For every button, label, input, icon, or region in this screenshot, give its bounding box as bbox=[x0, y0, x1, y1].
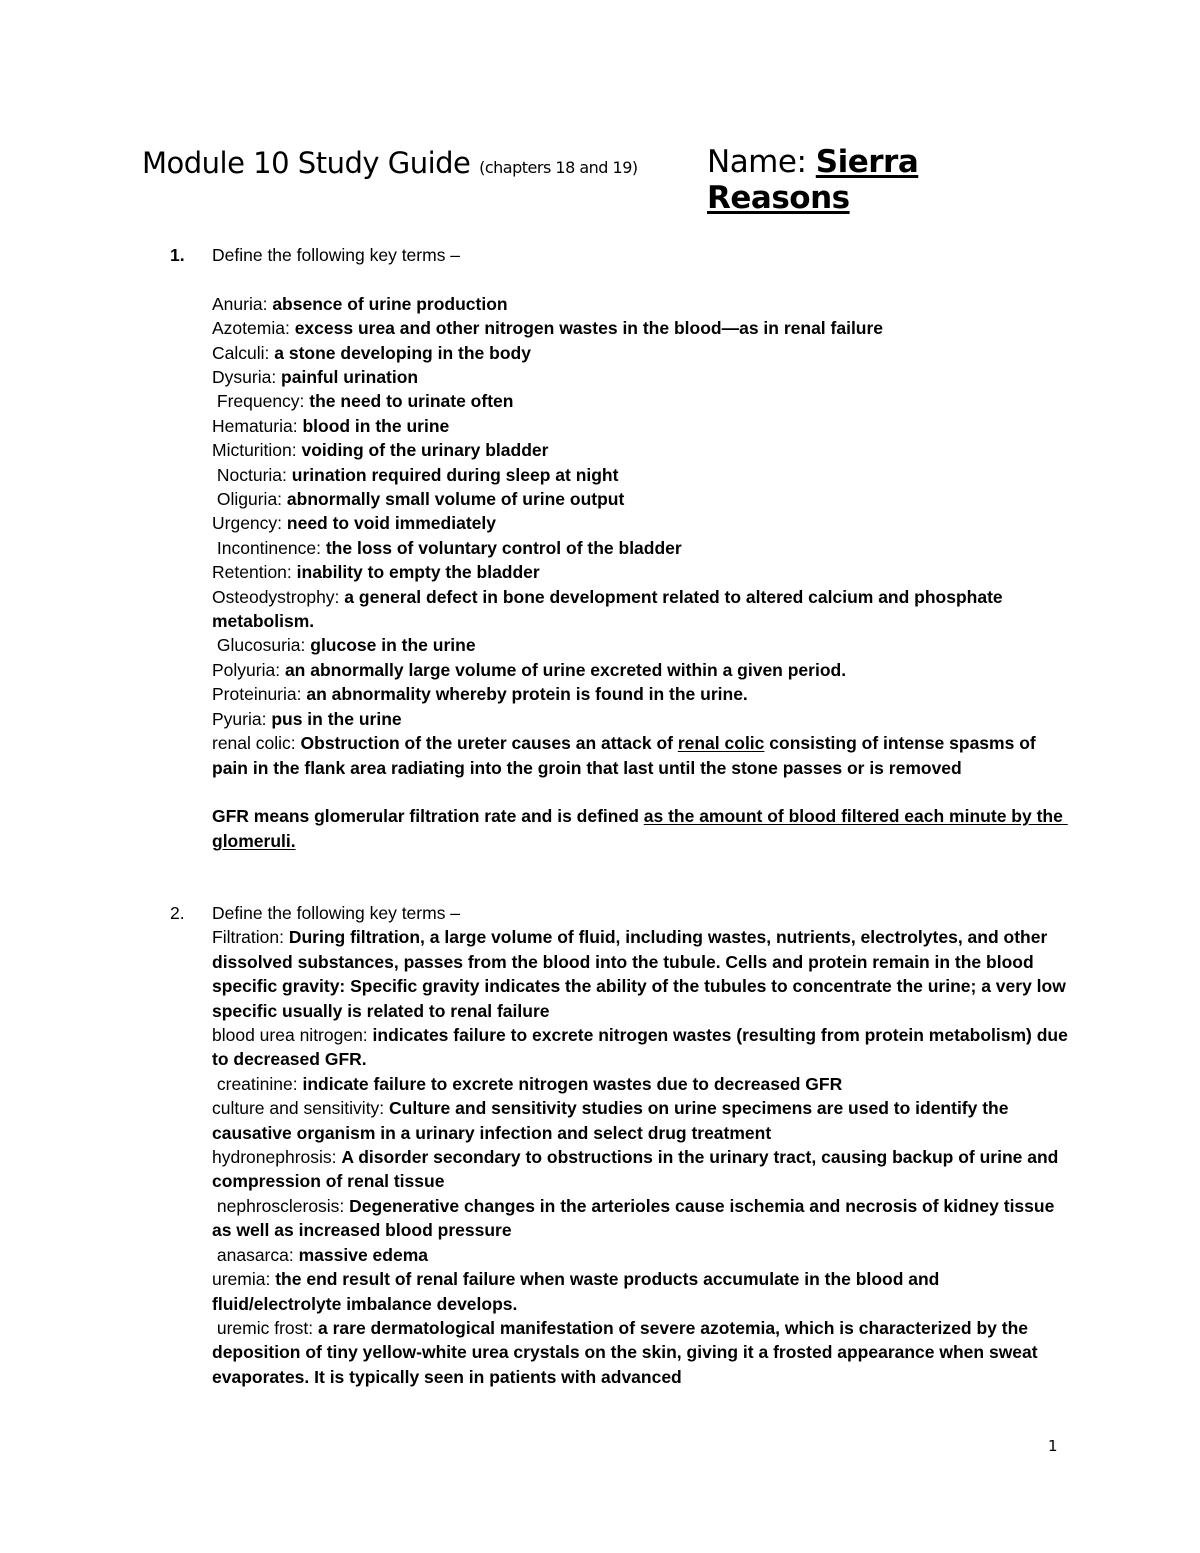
term-entry bbox=[212, 974, 1072, 1023]
term-definition: the need to urinate often bbox=[309, 391, 514, 412]
term-entry bbox=[212, 925, 1072, 974]
term-list bbox=[212, 292, 1072, 731]
document-title bbox=[142, 146, 638, 180]
term-label: Pyuria: bbox=[212, 708, 272, 729]
term-label: Retention: bbox=[212, 562, 297, 583]
term-entry bbox=[212, 658, 1072, 682]
term-definition-underlined: renal colic bbox=[677, 733, 765, 754]
term-entry bbox=[212, 536, 1072, 560]
term-label: Proteinuria: bbox=[212, 684, 307, 705]
term-definition: a stone developing in the body bbox=[274, 342, 531, 363]
gfr-text: GFR means glomerular filtration rate and is defined bbox=[212, 806, 644, 827]
term-entry bbox=[212, 560, 1072, 584]
term-label: Frequency: bbox=[212, 391, 310, 412]
term-label: Polyuria: bbox=[212, 659, 285, 680]
term-entry bbox=[212, 1267, 1072, 1316]
student-name: Sierra Reasons bbox=[707, 144, 919, 216]
term-entry bbox=[212, 1194, 1072, 1243]
term-definition: A disorder secondary to obstructions in the urinary tract, causing backup of urine and compression of renal tissue bbox=[212, 1147, 1064, 1192]
term-entry bbox=[212, 1145, 1072, 1194]
term-entry bbox=[212, 414, 1072, 438]
question-body bbox=[212, 901, 1072, 1389]
term-definition: massive edema bbox=[298, 1244, 428, 1265]
term-definition: excess urea and other nitrogen wastes in the blood—as in renal failure bbox=[294, 318, 884, 339]
term-definition: a rare dermatological manifestation of severe azotemia, which is characterized by the deposition of tiny yellow-white urea crystals on the skin, giving it a frosted appearance when sweat evaporates. It is typically seen in patients with advanced bbox=[212, 1317, 1043, 1387]
term-definition: absence of urine production bbox=[272, 293, 508, 314]
name-field bbox=[707, 144, 1042, 216]
term-definition: inability to empty the bladder bbox=[296, 562, 540, 583]
title-text: Module 10 Study Guide bbox=[142, 146, 471, 180]
term-definition: blood in the urine bbox=[302, 415, 450, 436]
term-label: Oliguria: bbox=[212, 489, 287, 510]
term-definition: indicates failure to excrete nitrogen wastes (resulting from protein metabolism) due to decreased GFR. bbox=[212, 1025, 1073, 1070]
term-label: Anuria: bbox=[212, 293, 273, 314]
term-entry bbox=[212, 341, 1072, 365]
term-definition: the loss of voluntary control of the bladder bbox=[325, 537, 682, 558]
term-label: culture and sensitivity: bbox=[212, 1098, 390, 1119]
term-entry bbox=[212, 365, 1072, 389]
term-entry bbox=[212, 1316, 1072, 1389]
term-definition: painful urination bbox=[281, 367, 419, 388]
term-definition: pus in the urine bbox=[271, 708, 402, 729]
term-label: Osteodystrophy: bbox=[212, 586, 345, 607]
term-entry bbox=[212, 438, 1072, 462]
term-definition: indicate failure to excrete nitrogen wastes due to decreased GFR bbox=[302, 1073, 843, 1094]
term-definition: glucose in the urine bbox=[310, 635, 476, 656]
term-definition: urination required during sleep at night bbox=[291, 464, 619, 485]
term-definition: an abnormality whereby protein is found in the urine. bbox=[306, 684, 748, 705]
gfr-definition bbox=[212, 804, 1072, 853]
question-body bbox=[212, 243, 1072, 853]
question-prompt: Define the following key terms – bbox=[212, 903, 461, 923]
term-label: Nocturia: bbox=[212, 464, 292, 485]
term-definition: Culture and sensitivity studies on urine specimens are used to identify the causative organism in a urinary infection and select drug treatment bbox=[212, 1098, 1014, 1143]
term-label: Dysuria: bbox=[212, 367, 282, 388]
term-label: nephrosclerosis: bbox=[212, 1195, 350, 1216]
term-list bbox=[212, 925, 1072, 1389]
term-label: Glucosuria: bbox=[212, 635, 311, 656]
term-label: uremia: bbox=[212, 1269, 276, 1290]
term-label: hydronephrosis: bbox=[212, 1147, 342, 1168]
term-label: blood urea nitrogen: bbox=[212, 1025, 373, 1046]
document-header bbox=[142, 140, 1042, 216]
term-entry bbox=[212, 1023, 1072, 1072]
question-number: 2. bbox=[170, 903, 185, 923]
term-label: Micturition: bbox=[212, 440, 302, 461]
term-definition: an abnormally large volume of urine excreted within a given period. bbox=[284, 659, 847, 680]
page-number: 1 bbox=[1048, 1437, 1058, 1455]
term-entry bbox=[212, 707, 1072, 731]
term-entry bbox=[212, 633, 1072, 657]
term-entry bbox=[212, 463, 1072, 487]
term-label: Urgency: bbox=[212, 513, 287, 534]
term-entry bbox=[212, 682, 1072, 706]
term-entry bbox=[212, 511, 1072, 535]
term-definition: abnormally small volume of urine output bbox=[286, 489, 625, 510]
term-definition: a general defect in bone development related to altered calcium and phosphate metabolism. bbox=[212, 586, 1008, 632]
term-label: Hematuria: bbox=[212, 415, 303, 436]
term-label: Calculi: bbox=[212, 342, 275, 363]
gfr-underlined: as the amount of blood filtered each minute by the glomeruli. bbox=[212, 806, 1068, 851]
term-entry bbox=[212, 585, 1072, 634]
term-entry bbox=[212, 1096, 1072, 1145]
name-label: Name: bbox=[707, 144, 807, 180]
term-entry bbox=[212, 1243, 1072, 1267]
term-label: Filtration: bbox=[212, 927, 289, 948]
term-definition: need to void immediately bbox=[286, 513, 496, 534]
title-chapters: (chapters 18 and 19) bbox=[479, 158, 638, 177]
term-definition: Obstruction of the ureter causes an attack of bbox=[300, 733, 678, 754]
term-entry-renal-colic bbox=[212, 731, 1072, 780]
term-label: renal colic: bbox=[212, 733, 301, 754]
term-label: uremic frost: bbox=[212, 1317, 319, 1338]
term-entry bbox=[212, 389, 1072, 413]
question-prompt: Define the following key terms – bbox=[212, 245, 461, 265]
term-label: Azotemia: bbox=[212, 318, 295, 339]
term-label: Incontinence: bbox=[212, 537, 326, 558]
term-entry bbox=[212, 292, 1072, 316]
term-definition: specific gravity: Specific gravity indicates the ability of the tubules to concentrate the urine; a very low specific usually is related to renal failure bbox=[212, 976, 1071, 1021]
term-entry bbox=[212, 1072, 1072, 1096]
term-entry bbox=[212, 316, 1072, 340]
term-definition: Degenerative changes in the arterioles cause ischemia and necrosis of kidney tissue as well as increased blood pressure bbox=[212, 1195, 1060, 1241]
term-definition: During filtration, a large volume of fluid, including wastes, nutrients, electrolytes, and other dissolved substances, passes from the blood into the tubule. Cells and protein remain in the blood bbox=[212, 927, 1053, 972]
question-number: 1. bbox=[170, 245, 185, 265]
term-definition-continued: consisting of intense spasms of pain in the flank area radiating into the groin that last until the stone passes or is removed bbox=[212, 733, 1041, 778]
term-entry bbox=[212, 487, 1072, 511]
term-definition: voiding of the urinary bladder bbox=[301, 440, 549, 461]
term-label: anasarca: bbox=[212, 1244, 299, 1265]
term-label: creatinine: bbox=[212, 1073, 303, 1094]
term-definition: the end result of renal failure when waste products accumulate in the blood and fluid/electrolyte imbalance develops. bbox=[212, 1269, 945, 1314]
